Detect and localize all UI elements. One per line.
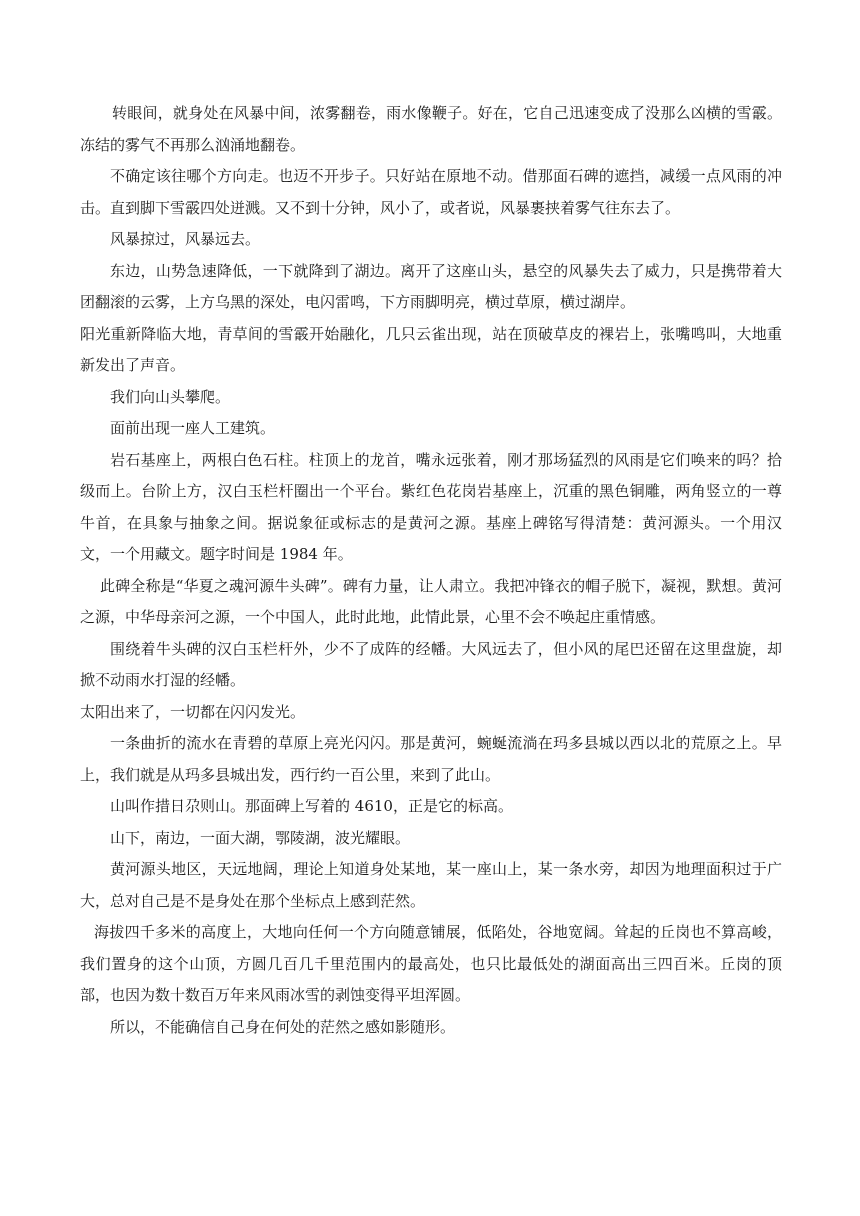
paragraph: 太阳出来了，一切都在闪闪发光。 <box>80 702 306 721</box>
paragraph: 不确定该往哪个方向走。也迈不开步子。只好站在原地不动。借那面石碑的遮挡，减缓一点风雨的冲击。直到脚下雪霰四处迸溅。又不到十分钟，风小了，或者说，风暴裹挟着雾气往东去了。 <box>80 167 782 217</box>
document-page <box>80 98 782 1043</box>
paragraph: 转眼间，就身处在风暴中间，浓雾翻卷，雨水像鞭子。好在，它自己迅速变成了没那么凶横的雪霰。冻结的雾气不再那么汹涌地翻卷。 <box>80 104 782 154</box>
paragraph: 此碑全称是“华夏之魂河源牛头碑”。碑有力量，让人肃立。我把冲锋衣的帽子脱下，凝视，默想。黄河之源，中华母亲河之源，一个中国人，此时此地，此情此景，心里不会不唤起庄重情感。 <box>80 576 782 626</box>
paragraph: 黄河源头地区，天远地阔，理论上知道身处某地，某一座山上，某一条水旁，却因为地理面积过于广大，总对自己是不是身处在那个坐标点上感到茫然。 <box>80 860 782 910</box>
paragraph: 山下，南边，一面大湖，鄂陵湖，波光耀眼。 <box>110 828 411 847</box>
paragraph: 面前出现一座人工建筑。 <box>110 419 276 437</box>
paragraph: 阳光重新降临大地，青草间的雪霰开始融化，几只云雀出现，站在顶破草皮的裸岩上，张嘴鸣叫，大地重新发出了声音。 <box>80 324 782 374</box>
paragraph: 海拔四千多米的高度上，大地向任何一个方向随意铺展，低陷处，谷地宽阔。耸起的丘岗也不算高峻，我们置身的这个山顶，方圆几百几千里范围内的最高处，也只比最低处的湖面高出三四百米。丘岗的顶部，也因为数十数百万年来风雨冰雪的剥蚀变得平坦浑圆。 <box>80 923 782 1004</box>
paragraph: 我们向山头攀爬。 <box>110 387 231 406</box>
paragraph: 围绕着牛头碑的汉白玉栏杆外，少不了成阵的经幡。大风远去了，但小风的尾巴还留在这里盘旋，却掀不动雨水打湿的经幡。 <box>80 639 782 689</box>
paragraph: 所以，不能确信自己身在何处的茫然之感如影随形。 <box>110 1017 456 1036</box>
paragraph: 风暴掠过，风暴远去。 <box>110 230 261 248</box>
paragraph: 东边，山势急速降低，一下就降到了湖边。离开了这座山头，悬空的风暴失去了威力，只是携带着大团翻滚的云雾，上方乌黑的深处，电闪雷鸣，下方雨脚明亮，横过草原，横过湖岸。 <box>80 261 782 311</box>
paragraph: 一条曲折的流水在青碧的草原上亮光闪闪。那是黄河，蜿蜒流淌在玛多县城以西以北的荒原之上。早上，我们就是从玛多县城出发，西行约一百公里，来到了此山。 <box>80 734 782 784</box>
paragraph: 岩石基座上，两根白色石柱。柱顶上的龙首，嘴永远张着，刚才那场猛烈的风雨是它们唤来的吗？拾级而上。台阶上方，汉白玉栏杆圈出一个平台。紫红色花岗岩基座上，沉重的黑色铜雕，两角竖立的一尊牛首，在具象与抽象之间。据说象征或标志的是黄河之源。基座上碑铭写得清楚：黄河源头。一个用汉文，一个用藏文。题字时间是 1984 年。 <box>80 450 782 563</box>
paragraph: 山叫作措日尕则山。那面碑上写着的 4610，正是它的标高。 <box>110 797 513 815</box>
